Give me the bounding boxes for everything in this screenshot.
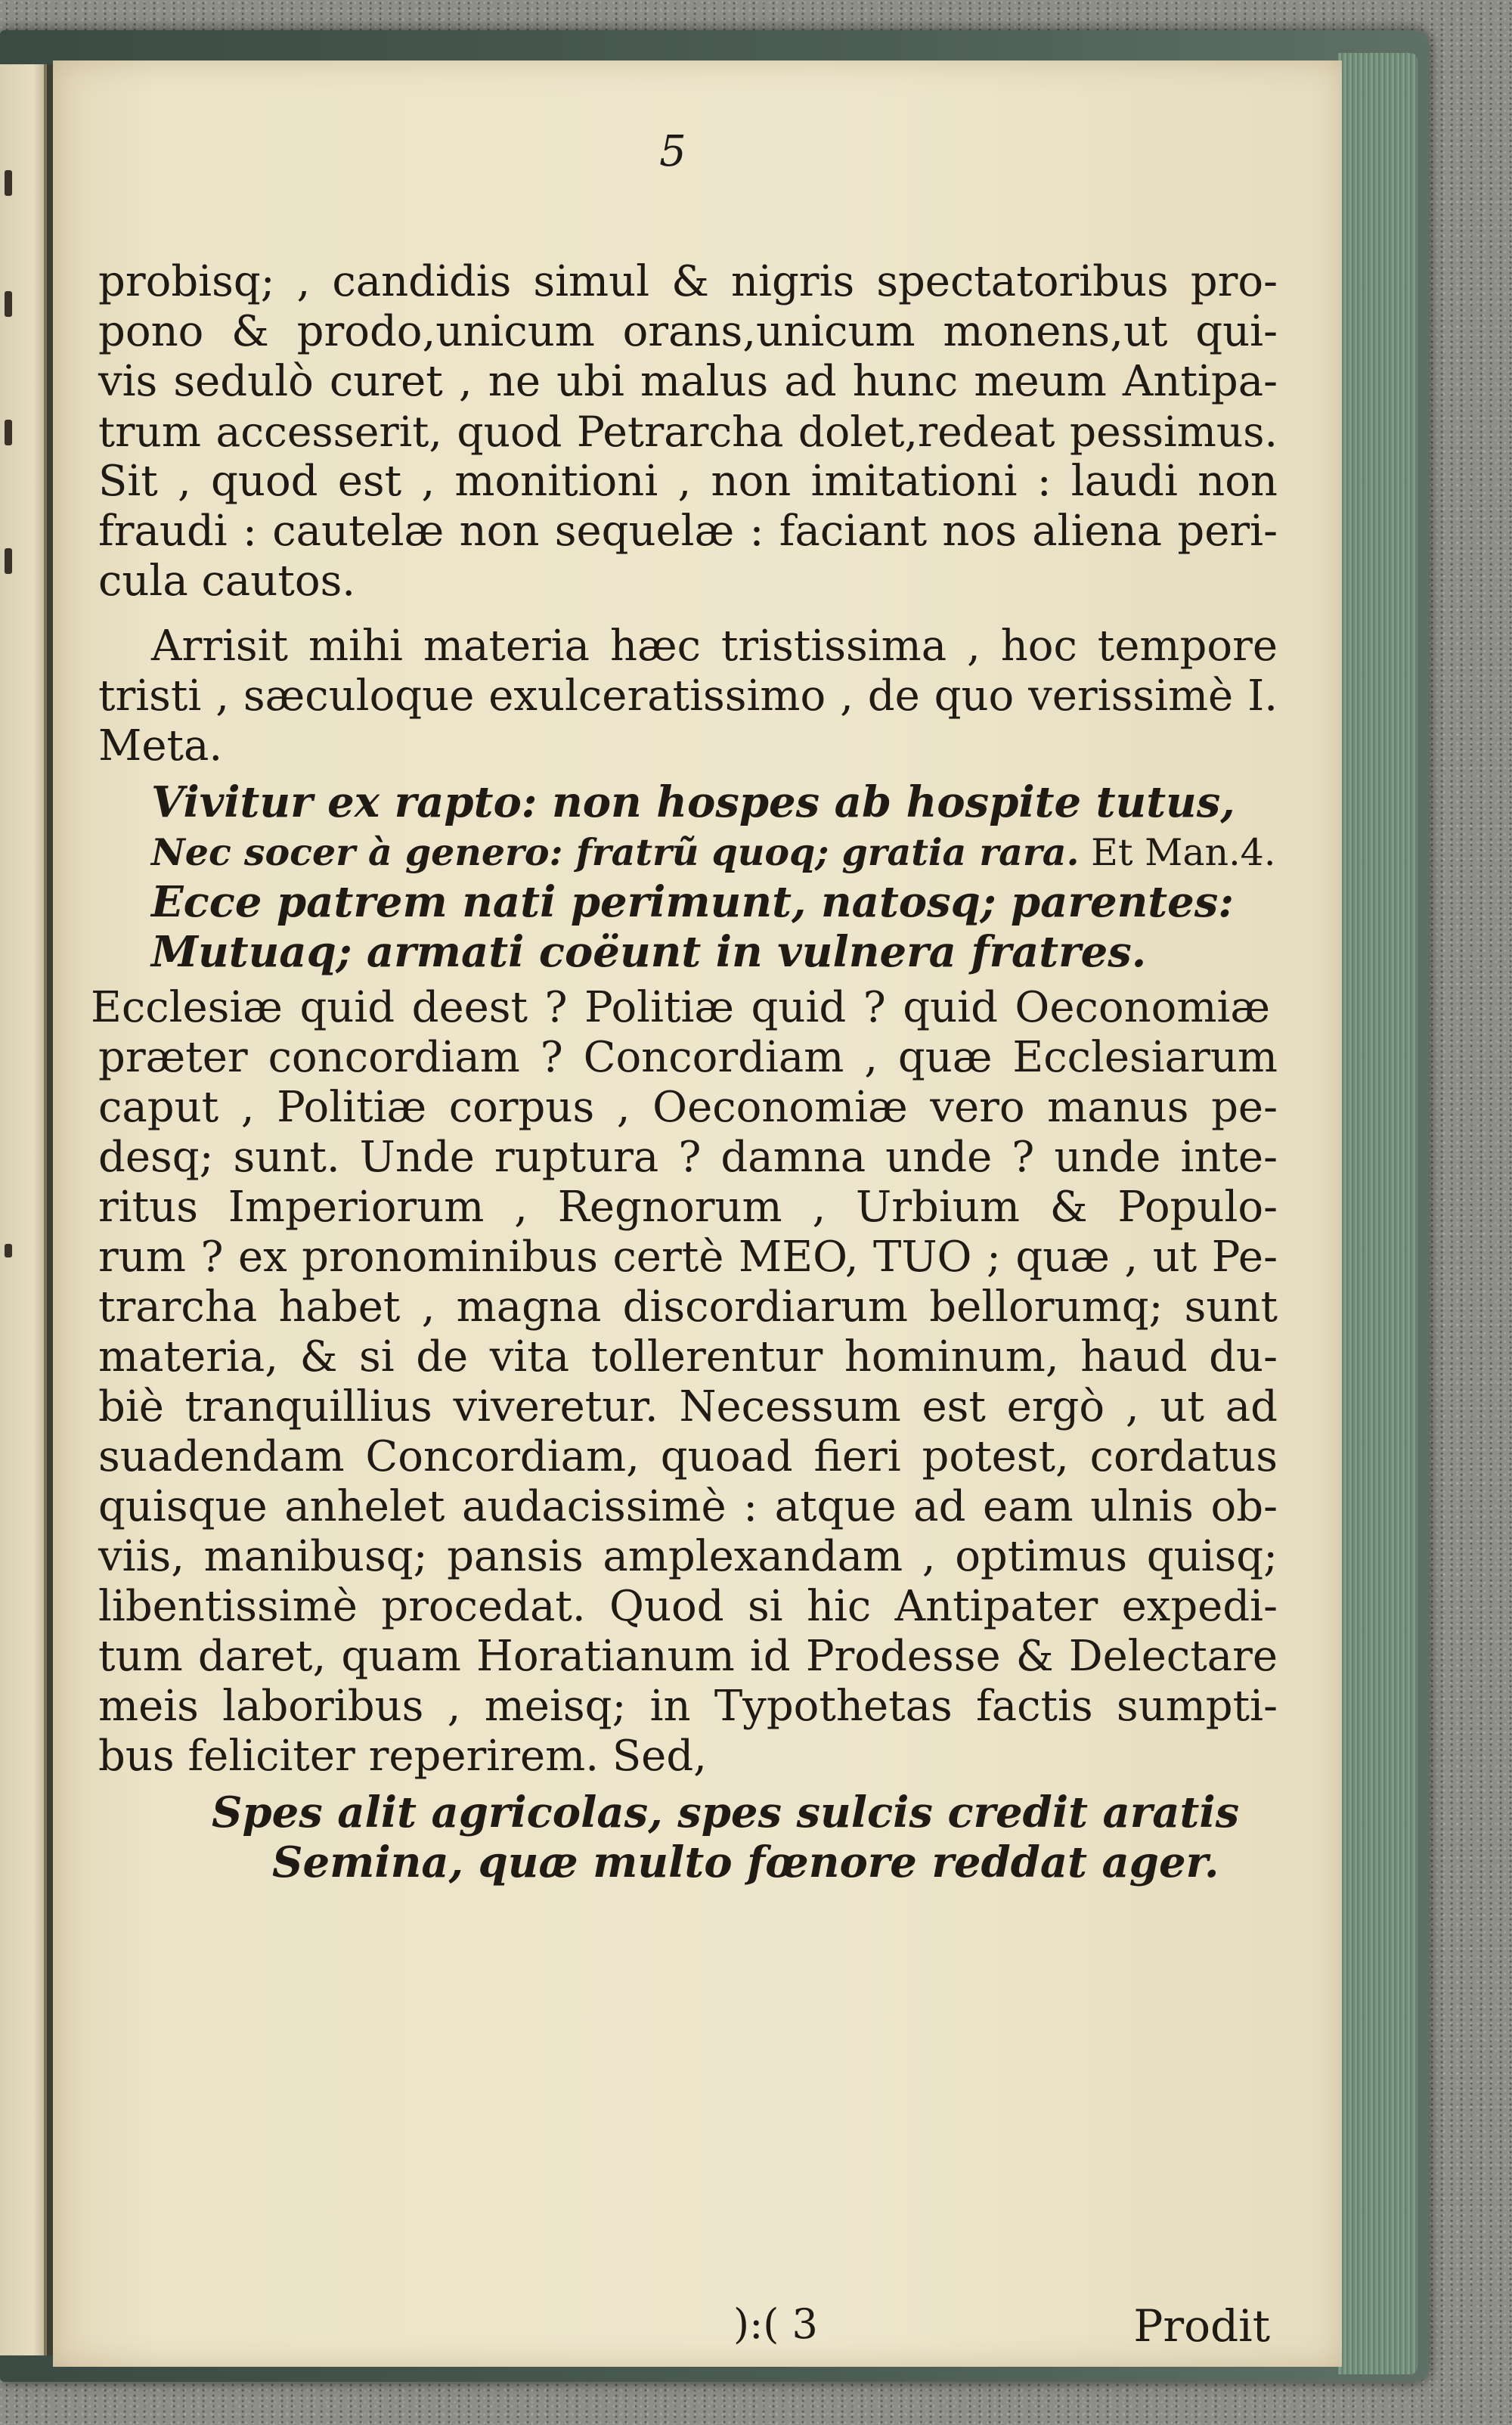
text-line: Meta. bbox=[98, 721, 223, 771]
verse-line: Mutuaq; armati coëunt in vulnera fratres. bbox=[151, 927, 1147, 977]
margin-mark bbox=[5, 420, 12, 445]
book-page bbox=[53, 60, 1342, 2367]
margin-mark bbox=[5, 170, 12, 196]
text-line: cula cautos. bbox=[98, 557, 356, 606]
text-line: vis sedulò curet , ne ubi malus ad hunc meum Antipa- bbox=[98, 357, 1278, 406]
text-line: trum accesserit, quod Petrarcha dolet,redeat pessimus. bbox=[98, 408, 1278, 456]
text-line: tristi , sæculoque exulceratissimo , de quo verissimè I. bbox=[98, 671, 1278, 721]
margin-mark bbox=[5, 1244, 12, 1257]
verse-text: Nec socer à genero: fratrũ quoq; gratia rara. bbox=[151, 830, 1080, 874]
text-line: Ecclesiæ quid deest ? Politiæ quid ? quid Oeconomiæ bbox=[91, 983, 1270, 1032]
text-line: tum daret, quam Horatianum id Prodesse & Delectare bbox=[98, 1632, 1278, 1681]
text-line: trarcha habet , magna discordiarum bellorumq; sunt bbox=[98, 1282, 1278, 1332]
text-line: desq; sunt. Unde ruptura ? damna unde ? unde inte- bbox=[98, 1133, 1278, 1182]
catchword: Prodit bbox=[1133, 2300, 1270, 2352]
text-line: rum ? ex pronominibus certè MEO, TUO ; quæ , ut Pe- bbox=[98, 1233, 1278, 1282]
text-line: materia, & si de vita tollerentur hominum, haud du- bbox=[98, 1332, 1278, 1382]
verse-line: Semina, quæ multo fœnore reddat ager. bbox=[272, 1837, 1219, 1887]
text-line: biè tranquillius viveretur. Necessum est ergò , ut ad bbox=[98, 1382, 1278, 1431]
text-line: ritus Imperiorum , Regnorum , Urbium & Populo- bbox=[98, 1183, 1278, 1232]
text-line: caput , Politiæ corpus , Oeconomiæ vero manus pe- bbox=[98, 1083, 1278, 1132]
margin-mark bbox=[5, 548, 12, 574]
text-line: libentissimè procedat. Quod si hic Antipater expedi- bbox=[98, 1582, 1278, 1631]
text-line: fraudi : cautelæ non sequelæ : faciant nos aliena peri- bbox=[98, 507, 1278, 556]
text-line: meis laboribus , meisq; in Typothetas factis sumpti- bbox=[98, 1682, 1278, 1731]
text-line: præter concordiam ? Concordiam , quæ Ecclesiarum bbox=[98, 1033, 1278, 1082]
signature-mark: ):( 3 bbox=[733, 2300, 818, 2348]
text-line: bus feliciter reperirem. Sed, bbox=[98, 1732, 707, 1781]
text-line: viis, manibusq; pansis amplexandam , optimus quisq; bbox=[98, 1532, 1278, 1581]
text-line: suadendam Concordiam, quoad fieri potest, cordatus bbox=[98, 1432, 1278, 1481]
verse-reference: Et Man.4. bbox=[1091, 831, 1276, 874]
page-number: 5 bbox=[659, 127, 686, 176]
text-line: pono & prodo,unicum orans,unicum monens,ut qui- bbox=[98, 307, 1278, 356]
verse-line: Vivitur ex rapto: non hospes ab hospite tutus, bbox=[151, 777, 1235, 827]
left-page-sliver bbox=[0, 64, 47, 2355]
page-edges bbox=[1338, 53, 1418, 2374]
text-line: probisq; , candidis simul & nigris spectatoribus pro- bbox=[98, 257, 1278, 306]
text-line: Arrisit mihi materia hæc tristissima , hoc tempore bbox=[151, 622, 1278, 671]
text-line: Sit , quod est , monitioni , non imitationi : laudi non bbox=[98, 457, 1278, 506]
verse-line: Ecce patrem nati perimunt, natosq; parentes: bbox=[151, 877, 1234, 927]
verse-line: Spes alit agricolas, spes sulcis credit aratis bbox=[212, 1788, 1240, 1837]
margin-mark bbox=[5, 291, 12, 317]
text-line: quisque anhelet audacissimè : atque ad eam ulnis ob- bbox=[98, 1482, 1278, 1531]
verse-line-with-ref bbox=[98, 827, 1278, 878]
